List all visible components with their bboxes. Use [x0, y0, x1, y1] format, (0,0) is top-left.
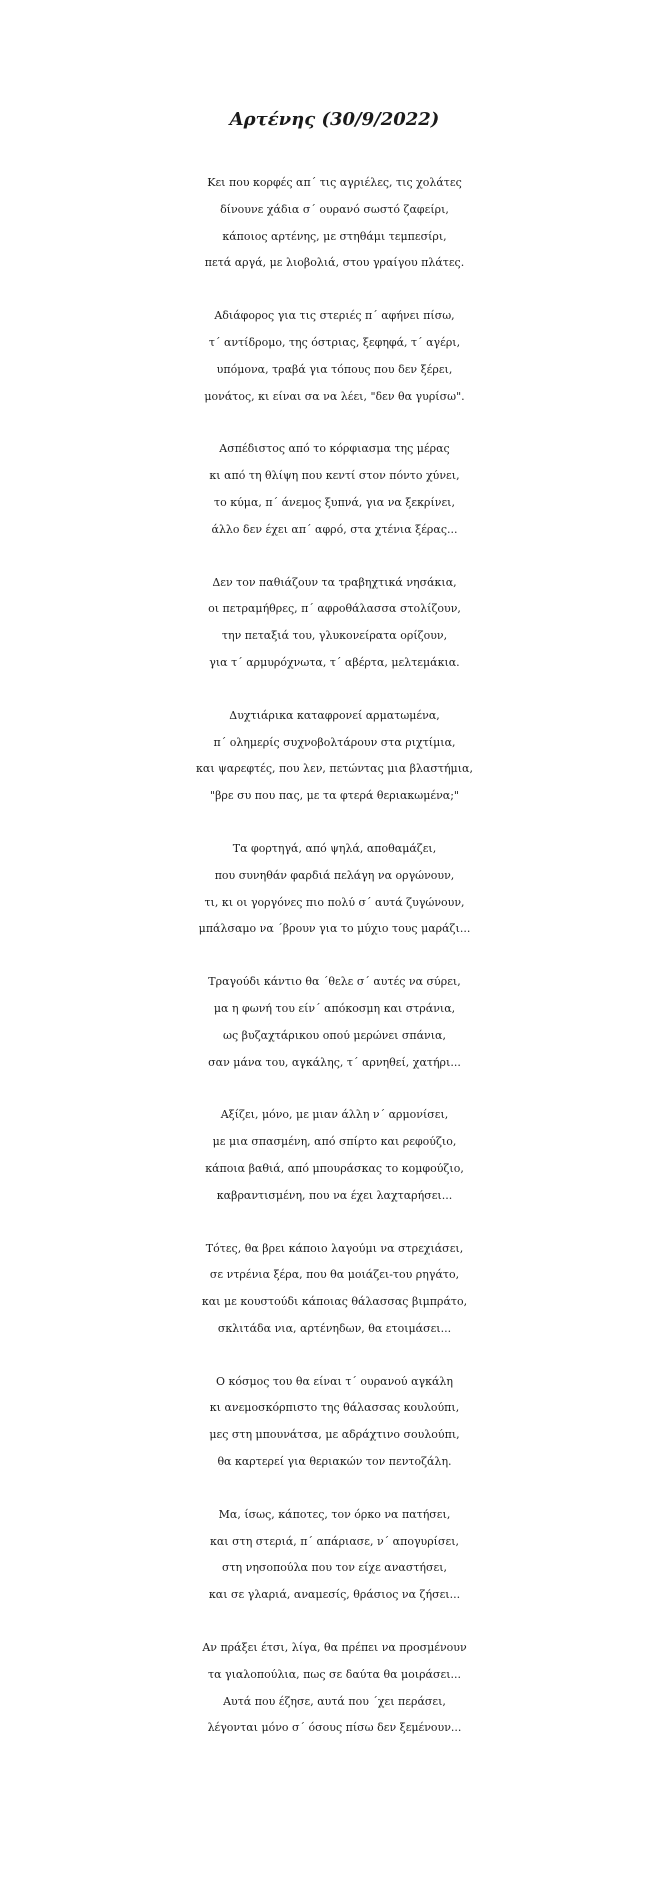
poem-line: σκλιτάδα νια, αρτένηδων, θα ετοιμάσει...	[217, 1321, 452, 1335]
poem-line: κι από τη θλίψη που κεντί στον πόντο χύνει,	[209, 469, 460, 483]
poem-line: Τότες, θα βρει κάποιο λαγούμι να στρεχιάσει,	[205, 1241, 464, 1255]
poem-line: που συνηθάν φαρδιά πελάγη να οργώνουν,	[214, 868, 455, 882]
poem-line: στη νησοπούλα που τον είχε αναστήσει,	[221, 1561, 448, 1575]
stanza	[0, 1369, 669, 1476]
poem-line: μα η φωνή του είν΄ απόκοσμη και στράνια,	[213, 1001, 456, 1015]
poem-line: Δεν τον παθιάζουν τα τραβηχτικά νησάκια,	[212, 575, 457, 589]
stanza	[0, 1635, 669, 1742]
poem-line: ως βυζαχτάρικου οπού μερώνει σπάνια,	[223, 1028, 446, 1042]
poem-line: Δυχτιάρικα καταφρονεί αρματωμένα,	[229, 708, 440, 722]
stanza	[0, 969, 669, 1076]
stanza	[0, 703, 669, 810]
stanza	[0, 836, 669, 943]
poem-line: "βρε συ που πας, με τα φτερά θεριακωμένα;"	[210, 789, 459, 803]
poem-line: δίνουνε χάδια σ΄ ουρανό σωστό ζαφείρι,	[220, 202, 449, 216]
poem-line: Τα φορτηγά, από ψηλά, αποθαμάζει,	[232, 841, 437, 855]
poem-line: Κει που κορφές απ΄ τις αγριέλες, τις χολάτες	[207, 176, 462, 189]
stanza	[0, 436, 669, 543]
poem-line: σε ντρένια ξέρα, που θα μοιάζει-του ρηγάτο,	[209, 1268, 460, 1282]
poem-line: κάποιος αρτένης, με στηθάμι τεμπεσίρι,	[222, 229, 447, 243]
poem-line: κάποια βαθιά, από μπουράσκας το κομφούζιο,	[205, 1161, 464, 1175]
stanza	[0, 170, 669, 277]
poem-line: τι, κι οι γοργόνες πιο πολύ σ΄ αυτά ζυγώνουν,	[204, 895, 465, 909]
poem-line: κι ανεμοσκόρπιστο της θάλασσας κουλούπι,	[209, 1401, 460, 1415]
poem-line: Αξίζει, μόνο, με μιαν άλλη ν΄ αρμονίσει,	[220, 1108, 449, 1122]
poem-line: Τραγούδι κάντιο θα ΄θελε σ΄ αυτές να σύρει,	[208, 975, 461, 989]
stanza	[0, 1502, 669, 1609]
poem-body	[0, 170, 669, 1742]
poem-line: καβραντισμένη, που να έχει λαχταρήσει...	[216, 1188, 453, 1202]
poem-line: την πεταξιά του, γλυκονείρατα ορίζουν,	[221, 629, 448, 643]
poem-line: με μια σπασμένη, από σπίρτο και ρεφούζιο,	[212, 1135, 457, 1149]
poem-line: το κύμα, π΄ άνεμος ξυπνά, για να ξεκρίνει,	[214, 495, 455, 509]
poem-line: Αδιάφορος για τις στεριές π΄ αφήνει πίσω,	[214, 309, 455, 323]
poem-line: Ο κόσμος του θα είναι τ΄ ουρανού αγκάλη	[216, 1374, 453, 1388]
poem-line: Αυτά που έζησε, αυτά που ΄χει περάσει,	[223, 1694, 446, 1708]
poem-line: θα καρτερεί για θεριακών τον πεντοζάλη.	[217, 1455, 452, 1469]
poem-line: μπάλσαμο να ΄βρουν για το μύχιο τους μαράζι...	[198, 922, 471, 936]
stanza	[0, 1102, 669, 1209]
poem-line: Μα, ίσως, κάποτες, τον όρκο να πατήσει,	[218, 1507, 451, 1521]
poem-line: π΄ ολημερίς συχνοβολτάρουν στα ριχτίμια,	[213, 735, 456, 749]
poem-line: Ασπέδιστος από το κόρφιασμα της μέρας	[219, 442, 450, 456]
poem-line: πετά αργά, με λιοβολιά, στου γραίγου πλάτες.	[204, 256, 465, 270]
poem-line: και στη στεριά, π΄ απάριασε, ν΄ απογυρίσει,	[209, 1534, 460, 1548]
poem-line: και με κουστούδι κάποιας θάλασσας βιμπράτο,	[201, 1295, 468, 1309]
poem-title: Αρτένης (30/9/2022)	[229, 109, 440, 130]
poem-line: και σε γλαριά, αναμεσίς, θράσιος να ζήσει...	[208, 1588, 461, 1602]
poem-line: λέγονται μόνο σ΄ όσους πίσω δεν ξεμένουν...	[207, 1721, 462, 1735]
poem-line: υπόμονα, τραβά για τόπους που δεν ξέρει,	[216, 362, 453, 376]
poem-line: Αν πράξει έτσι, λίγα, θα πρέπει να προσμένουν	[202, 1641, 467, 1655]
poem-line: άλλο δεν έχει απ΄ αφρό, στα χτένια ξέρας...	[211, 522, 458, 536]
stanza	[0, 1236, 669, 1343]
poem-line: οι πετραμήθρες, π΄ αφροθάλασσα στολίζουν,	[208, 602, 461, 616]
poem-line: τα γιαλοπούλια, πως σε δαύτα θα μοιράσει...	[207, 1667, 461, 1681]
poem-line: μονάτος, κι είναι σα να λέει, "δεν θα γυρίσω".	[204, 389, 465, 403]
poem-line: για τ΄ αρμυρόχνωτα, τ΄ αβέρτα, μελτεμάκια.	[209, 655, 460, 669]
stanza	[0, 303, 669, 410]
poem-line: μες στη μπουνάτσα, με αδράχτινο σουλούπι,	[209, 1428, 460, 1442]
poem-line: τ΄ αντίδρομο, της όστριας, ξεφηφά, τ΄ αγέρι,	[208, 335, 461, 349]
poem-line: και ψαρεφτές, που λεν, πετώντας μια βλαστήμια,	[196, 762, 473, 776]
poem-line: σαν μάνα του, αγκάλης, τ΄ αρνηθεί, χατήρι...	[208, 1055, 461, 1069]
stanza	[0, 570, 669, 677]
